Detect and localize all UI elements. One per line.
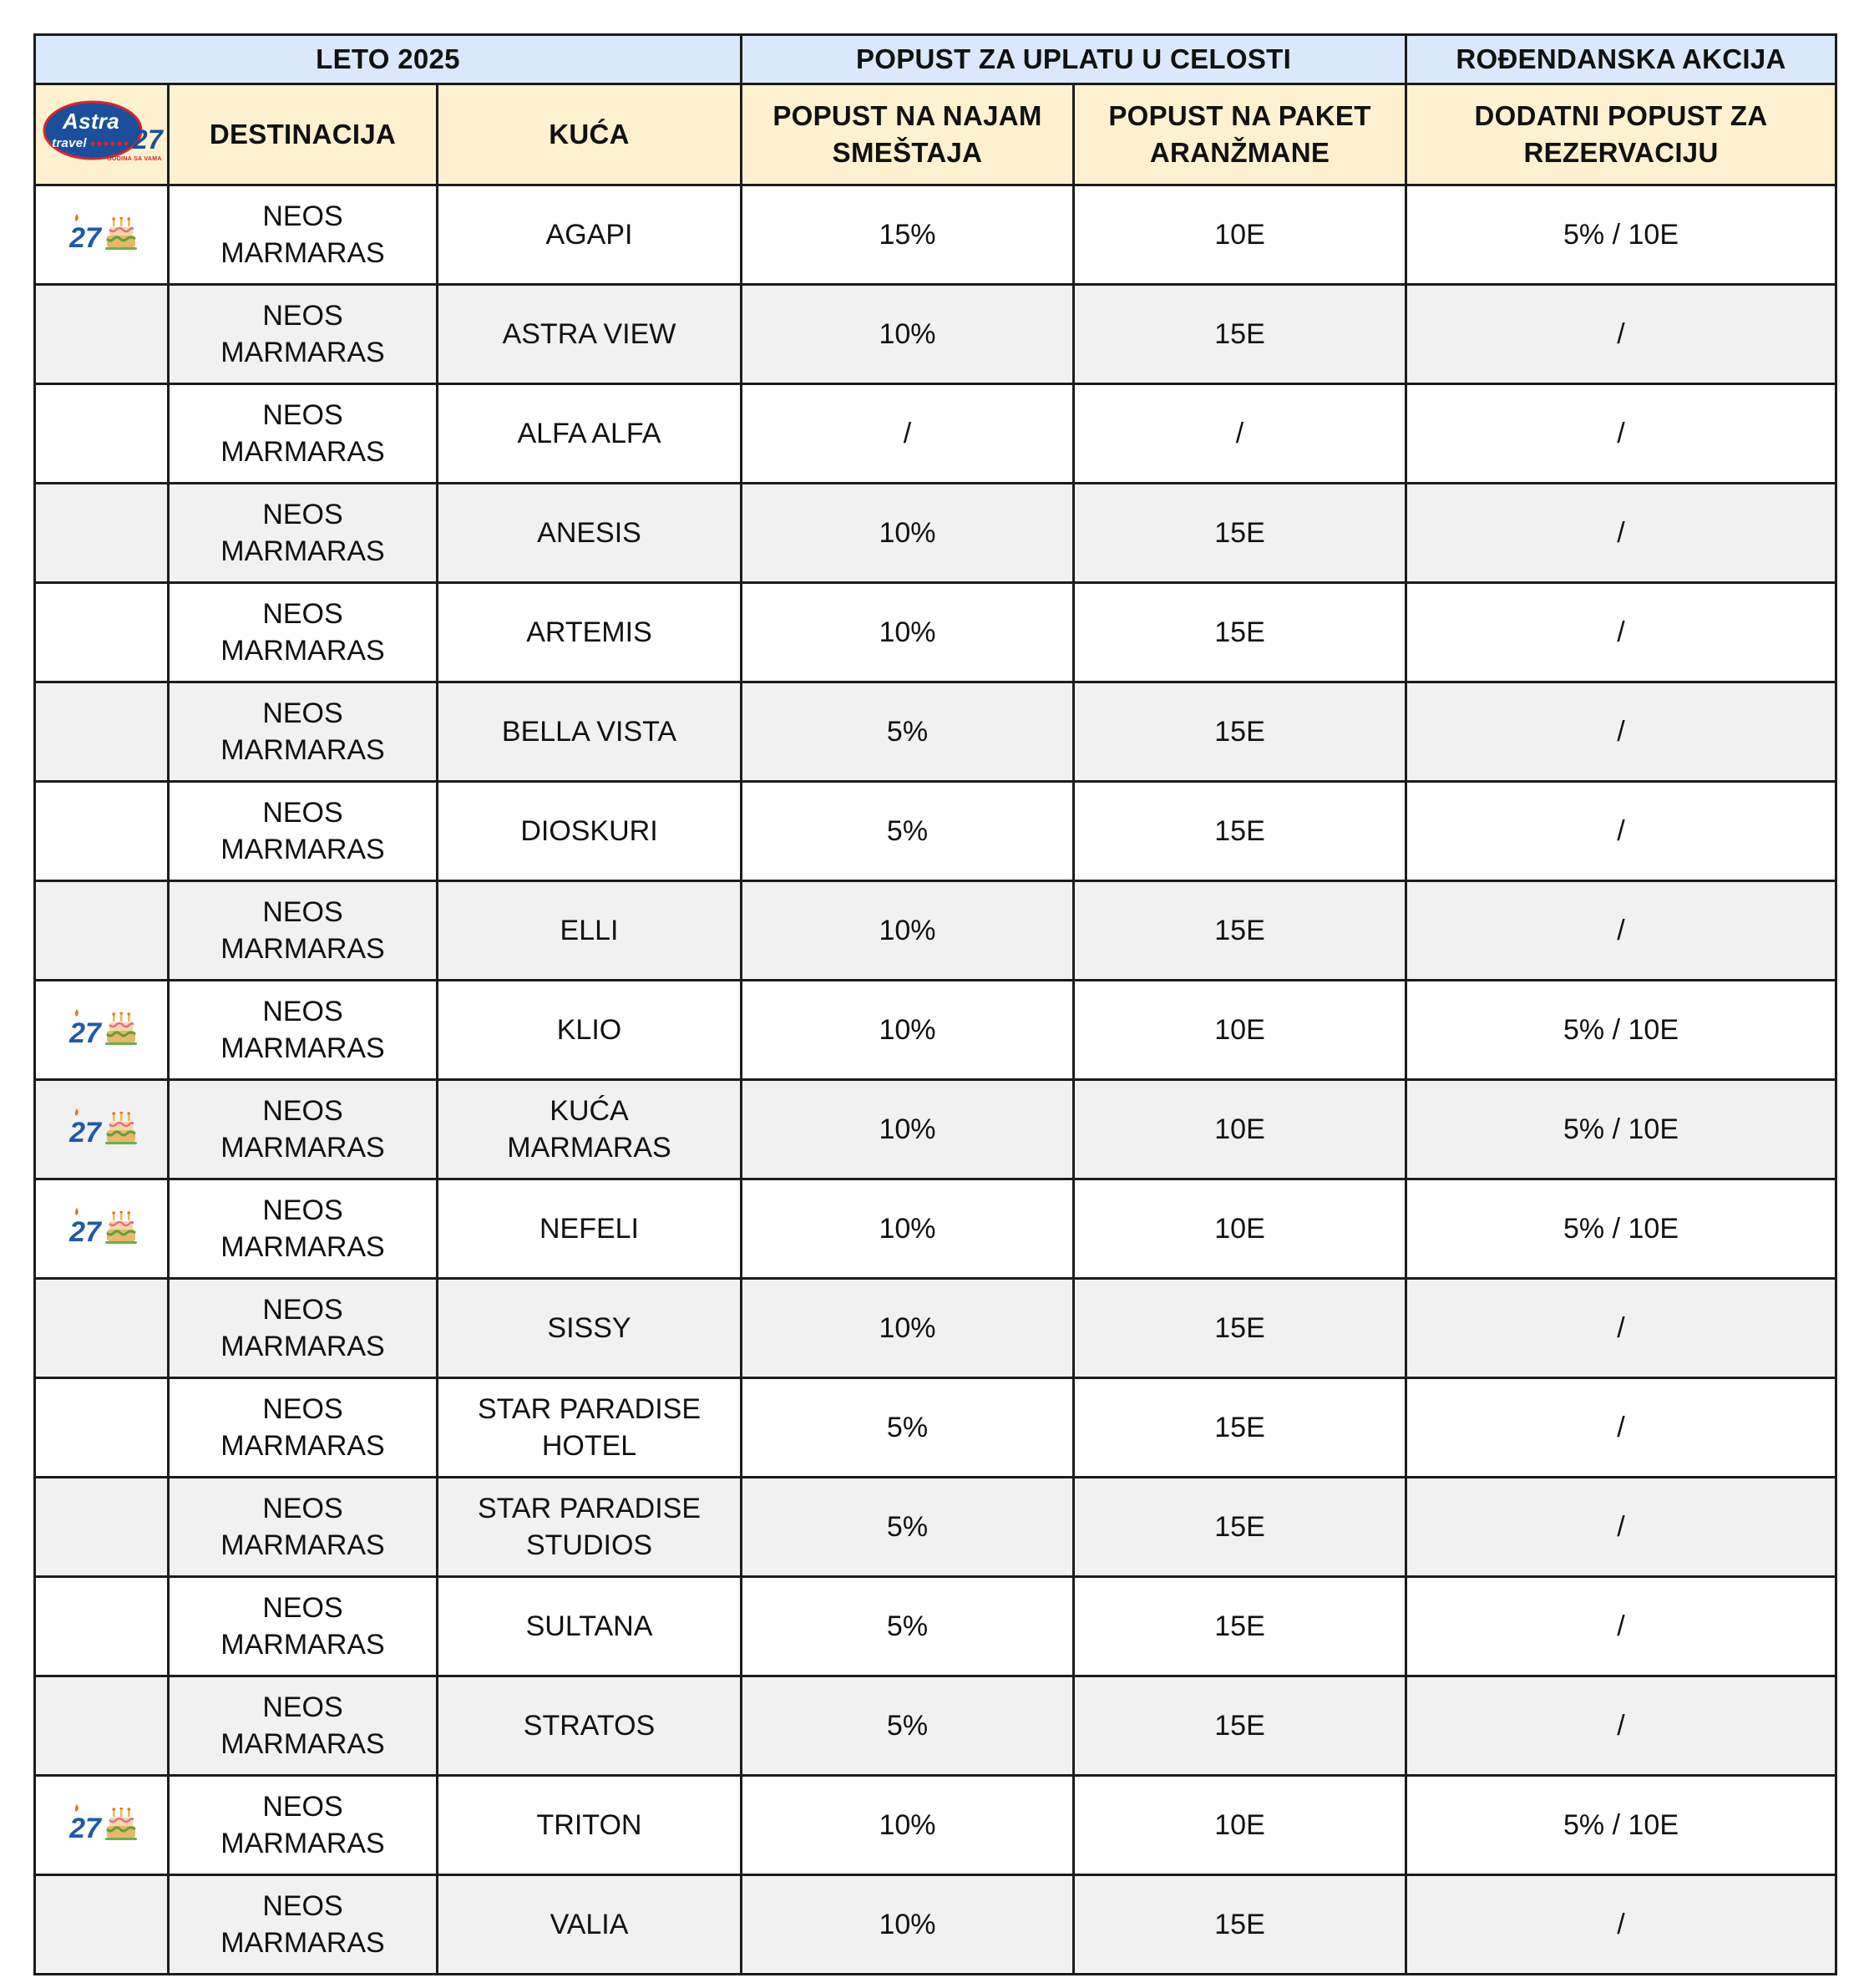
- package-discount-cell: 15E: [1074, 1875, 1406, 1975]
- birthday-badge-cell: [35, 583, 169, 682]
- accommodation-discount-cell: 10%: [742, 1080, 1074, 1179]
- extra-discount-cell: 5% / 10E: [1406, 1776, 1836, 1875]
- accommodation-discount-cell: 5%: [742, 682, 1074, 782]
- svg-text:27: 27: [68, 1812, 101, 1841]
- birthday-cake-icon: [105, 1012, 137, 1046]
- house-cell: ARTEMIS: [438, 583, 742, 682]
- svg-text:27: 27: [68, 221, 101, 251]
- birthday-badge-cell: [35, 1676, 169, 1776]
- birthday-badge-cell: [35, 1378, 169, 1478]
- extra-discount-cell: /: [1406, 1378, 1836, 1478]
- package-discount-cell: 10E: [1074, 1776, 1406, 1875]
- accommodation-discount-cell: 10%: [742, 1776, 1074, 1875]
- badge-number: [67, 1105, 104, 1145]
- package-discount-cell: 15E: [1074, 782, 1406, 881]
- extra-discount-cell: /: [1406, 384, 1836, 484]
- extra-discount-cell: /: [1406, 583, 1836, 682]
- table-row: [35, 1378, 1836, 1478]
- table-row: [35, 484, 1836, 583]
- accommodation-discount-cell: 5%: [742, 1478, 1074, 1577]
- badge-number: [67, 210, 104, 251]
- table-row: [35, 881, 1836, 981]
- logo-brand-sub: travel: [52, 135, 87, 150]
- birthday-badge-cell: [35, 384, 169, 484]
- extra-discount-cell: /: [1406, 881, 1836, 981]
- extra-discount-cell: 5% / 10E: [1406, 1179, 1836, 1279]
- birthday-badge-cell: [35, 1279, 169, 1378]
- table-row: [35, 1776, 1836, 1875]
- destination-cell: NEOS MARMARAS: [169, 1378, 438, 1478]
- birthday-badge: [67, 210, 137, 251]
- accommodation-discount-col-header: POPUST NA NAJAM SMEŠTAJA: [742, 84, 1074, 185]
- destination-cell: NEOS MARMARAS: [169, 981, 438, 1080]
- package-discount-cell: 15E: [1074, 285, 1406, 384]
- birthday-badge: [67, 1105, 137, 1145]
- birthday-badge-cell: [35, 1776, 169, 1875]
- house-cell: VALIA: [438, 1875, 742, 1975]
- destination-col-header: DESTINACIJA: [169, 84, 438, 185]
- birthday-badge: [67, 1801, 137, 1841]
- birthday-badge-cell: [35, 285, 169, 384]
- table-row: [35, 981, 1836, 1080]
- accommodation-discount-cell: 10%: [742, 881, 1074, 981]
- extra-discount-cell: 5% / 10E: [1406, 981, 1836, 1080]
- astra-travel-logo: [41, 97, 165, 164]
- extra-discount-cell: /: [1406, 682, 1836, 782]
- birthday-promo-header: ROĐENDANSKA AKCIJA: [1406, 35, 1836, 84]
- accommodation-discount-cell: 10%: [742, 484, 1074, 583]
- badge-number: [67, 1204, 104, 1245]
- destination-cell: NEOS MARMARAS: [169, 384, 438, 484]
- house-cell: NEFELI: [438, 1179, 742, 1279]
- birthday-badge-cell: [35, 881, 169, 981]
- package-discount-cell: /: [1074, 384, 1406, 484]
- table-row: [35, 583, 1836, 682]
- destination-cell: NEOS MARMARAS: [169, 285, 438, 384]
- table-row: [35, 782, 1836, 881]
- season-header: LETO 2025: [35, 35, 742, 84]
- svg-text:27: 27: [68, 1116, 101, 1145]
- house-cell: SULTANA: [438, 1577, 742, 1676]
- destination-cell: NEOS MARMARAS: [169, 583, 438, 682]
- logo-tagline: GODINA SA VAMA: [107, 155, 162, 162]
- house-cell: DIOSKURI: [438, 782, 742, 881]
- accommodation-discount-cell: 10%: [742, 981, 1074, 1080]
- house-cell: ASTRA VIEW: [438, 285, 742, 384]
- package-discount-cell: 15E: [1074, 682, 1406, 782]
- birthday-badge-cell: [35, 782, 169, 881]
- discount-table: [33, 33, 1837, 1975]
- destination-cell: NEOS MARMARAS: [169, 1279, 438, 1378]
- birthday-badge-cell: [35, 1875, 169, 1975]
- destination-cell: NEOS MARMARAS: [169, 1179, 438, 1279]
- package-discount-cell: 10E: [1074, 185, 1406, 285]
- birthday-badge-cell: [35, 484, 169, 583]
- destination-cell: NEOS MARMARAS: [169, 185, 438, 285]
- extra-discount-col-header: DODATNI POPUST ZA REZERVACIJU: [1406, 84, 1836, 185]
- package-discount-cell: 15E: [1074, 583, 1406, 682]
- package-discount-cell: 15E: [1074, 1279, 1406, 1378]
- destination-cell: NEOS MARMARAS: [169, 1776, 438, 1875]
- package-discount-cell: 10E: [1074, 1179, 1406, 1279]
- table-row: [35, 1577, 1836, 1676]
- extra-discount-cell: /: [1406, 782, 1836, 881]
- table-row: [35, 1676, 1836, 1776]
- destination-cell: NEOS MARMARAS: [169, 782, 438, 881]
- full-payment-header: POPUST ZA UPLATU U CELOSTI: [742, 35, 1406, 84]
- badge-number: [67, 1801, 104, 1841]
- accommodation-discount-cell: 10%: [742, 1875, 1074, 1975]
- svg-text:27: 27: [68, 1017, 101, 1046]
- birthday-cake-icon: [105, 1808, 137, 1841]
- package-discount-cell: 15E: [1074, 1676, 1406, 1776]
- badge-number: [67, 1006, 104, 1046]
- destination-cell: NEOS MARMARAS: [169, 1676, 438, 1776]
- package-discount-cell: 10E: [1074, 981, 1406, 1080]
- table-row: [35, 185, 1836, 285]
- table-row: [35, 1080, 1836, 1179]
- birthday-badge-cell: [35, 185, 169, 285]
- house-cell: ELLI: [438, 881, 742, 981]
- extra-discount-cell: /: [1406, 1676, 1836, 1776]
- birthday-badge: [67, 1006, 137, 1046]
- package-discount-col-header: POPUST NA PAKET ARANŽMANE: [1074, 84, 1406, 185]
- extra-discount-cell: /: [1406, 484, 1836, 583]
- table-row: [35, 1179, 1836, 1279]
- package-discount-cell: 15E: [1074, 1378, 1406, 1478]
- birthday-badge-cell: [35, 1179, 169, 1279]
- house-cell: BELLA VISTA: [438, 682, 742, 782]
- house-cell: ALFA ALFA: [438, 384, 742, 484]
- birthday-badge-cell: [35, 1478, 169, 1577]
- accommodation-discount-cell: 15%: [742, 185, 1074, 285]
- package-discount-cell: 15E: [1074, 1577, 1406, 1676]
- logo-brand-name: Astra: [63, 108, 119, 134]
- house-cell: STAR PARADISE STUDIOS: [438, 1478, 742, 1577]
- destination-cell: NEOS MARMARAS: [169, 1875, 438, 1975]
- accommodation-discount-cell: /: [742, 384, 1074, 484]
- accommodation-discount-cell: 10%: [742, 285, 1074, 384]
- group-header-row: [35, 35, 1836, 84]
- house-cell: KUĆA MARMARAS: [438, 1080, 742, 1179]
- birthday-badge-cell: [35, 682, 169, 782]
- house-cell: TRITON: [438, 1776, 742, 1875]
- extra-discount-cell: /: [1406, 1875, 1836, 1975]
- accommodation-discount-cell: 10%: [742, 1179, 1074, 1279]
- svg-text:27: 27: [68, 1215, 101, 1245]
- table-row: [35, 1875, 1836, 1975]
- extra-discount-cell: 5% / 10E: [1406, 185, 1836, 285]
- destination-cell: NEOS MARMARAS: [169, 1478, 438, 1577]
- house-cell: STAR PARADISE HOTEL: [438, 1378, 742, 1478]
- destination-cell: NEOS MARMARAS: [169, 881, 438, 981]
- package-discount-cell: 10E: [1074, 1080, 1406, 1179]
- birthday-badge-cell: [35, 1080, 169, 1179]
- package-discount-cell: 15E: [1074, 1478, 1406, 1577]
- birthday-badge-cell: [35, 981, 169, 1080]
- birthday-cake-icon: [105, 217, 137, 251]
- table-row: [35, 1478, 1836, 1577]
- accommodation-discount-cell: 5%: [742, 1676, 1074, 1776]
- house-cell: KLIO: [438, 981, 742, 1080]
- extra-discount-cell: /: [1406, 1577, 1836, 1676]
- destination-cell: NEOS MARMARAS: [169, 484, 438, 583]
- extra-discount-cell: /: [1406, 1279, 1836, 1378]
- table-row: [35, 285, 1836, 384]
- table-row: [35, 682, 1836, 782]
- logo-cell: [35, 84, 169, 185]
- extra-discount-cell: 5% / 10E: [1406, 1080, 1836, 1179]
- birthday-badge: [67, 1204, 137, 1245]
- birthday-cake-icon: [105, 1211, 137, 1245]
- package-discount-cell: 15E: [1074, 881, 1406, 981]
- house-cell: AGAPI: [438, 185, 742, 285]
- accommodation-discount-cell: 10%: [742, 1279, 1074, 1378]
- destination-cell: NEOS MARMARAS: [169, 1577, 438, 1676]
- accommodation-discount-cell: 5%: [742, 1577, 1074, 1676]
- birthday-badge-cell: [35, 1577, 169, 1676]
- house-cell: STRATOS: [438, 1676, 742, 1776]
- house-col-header: KUĆA: [438, 84, 742, 185]
- destination-cell: NEOS MARMARAS: [169, 682, 438, 782]
- accommodation-discount-cell: 5%: [742, 1378, 1074, 1478]
- birthday-cake-icon: [105, 1112, 137, 1145]
- accommodation-discount-cell: 5%: [742, 782, 1074, 881]
- table-row: [35, 1279, 1836, 1378]
- extra-discount-cell: /: [1406, 1478, 1836, 1577]
- table-row: [35, 384, 1836, 484]
- logo-years: 27: [132, 124, 164, 155]
- extra-discount-cell: /: [1406, 285, 1836, 384]
- house-cell: ANESIS: [438, 484, 742, 583]
- column-header-row: [35, 84, 1836, 185]
- package-discount-cell: 15E: [1074, 484, 1406, 583]
- accommodation-discount-cell: 10%: [742, 583, 1074, 682]
- destination-cell: NEOS MARMARAS: [169, 1080, 438, 1179]
- house-cell: SISSY: [438, 1279, 742, 1378]
